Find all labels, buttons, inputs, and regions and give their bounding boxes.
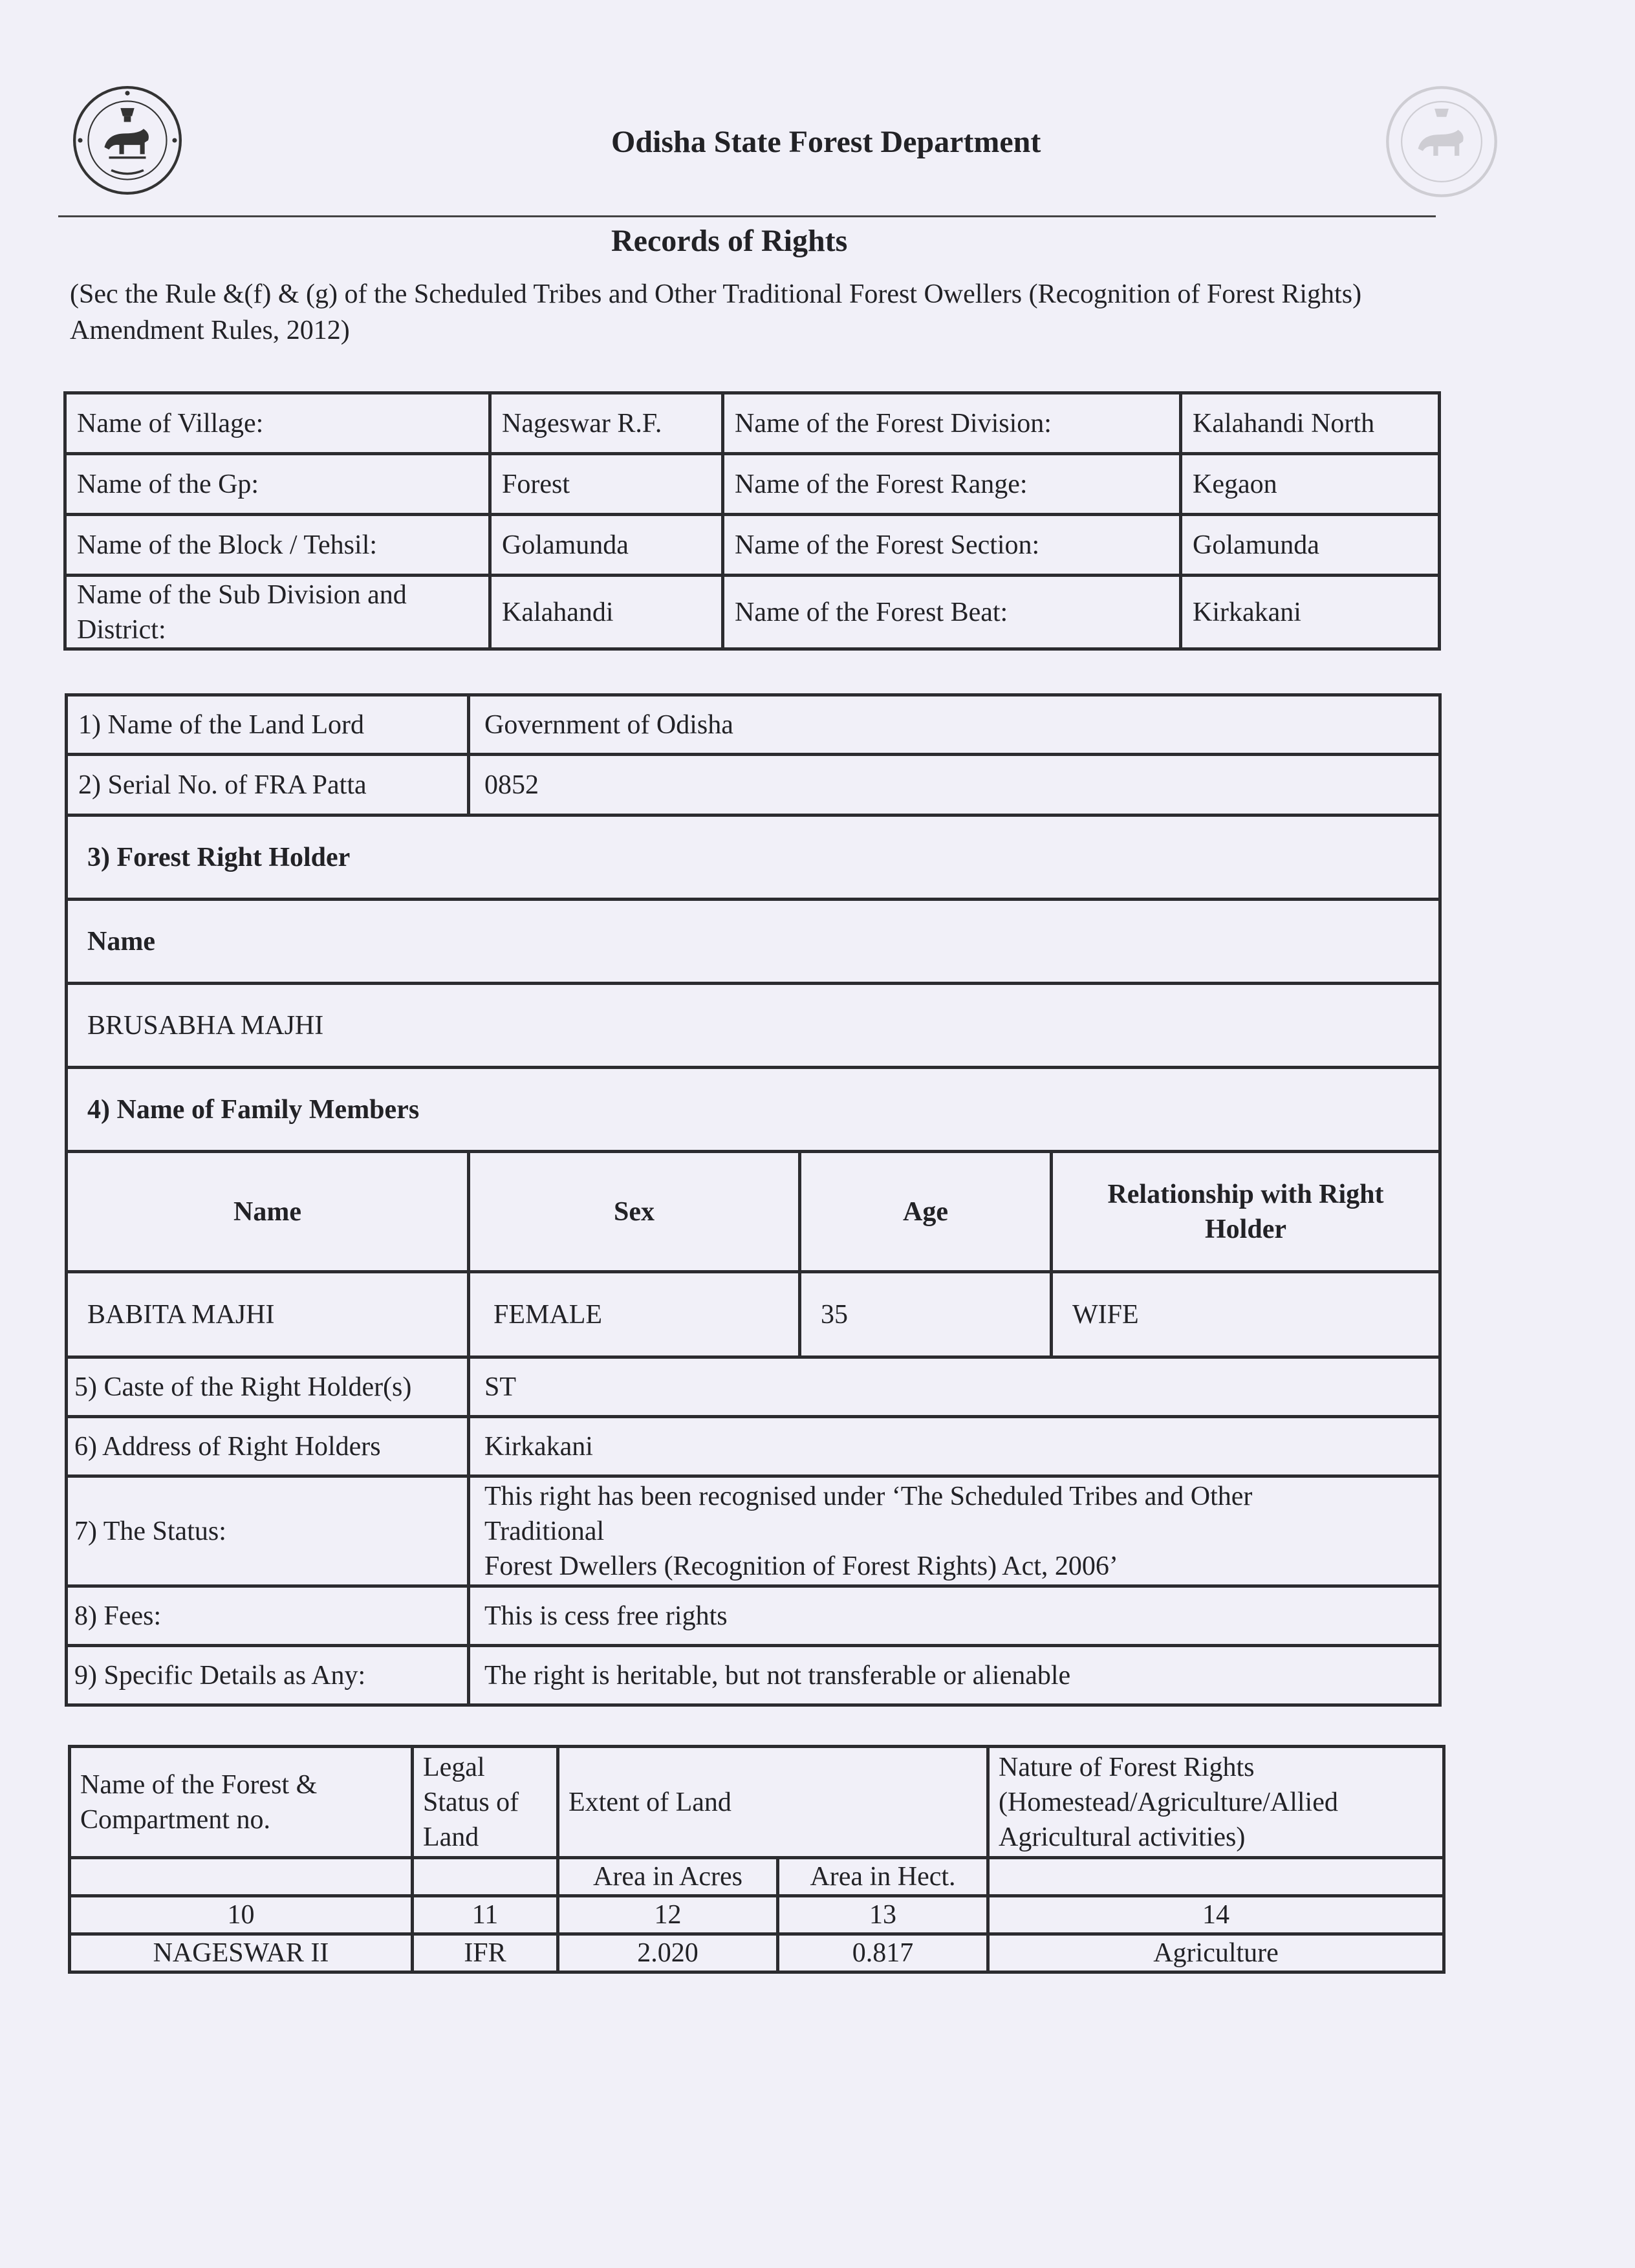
column-number: 11: [413, 1896, 558, 1934]
table-row: [67, 695, 1440, 755]
table-row: [67, 900, 1440, 984]
sub-division-value: Kalahandi: [490, 576, 723, 649]
table-row: [65, 393, 1440, 454]
family-age-header: Age: [800, 1152, 1052, 1272]
family-sex-header: Sex: [469, 1152, 800, 1272]
land-table: [68, 1745, 1446, 1974]
forest-beat-value: Kirkakani: [1181, 576, 1440, 649]
address-label: 6) Address of Right Holders: [67, 1417, 469, 1476]
odisha-emblem-icon: [70, 83, 185, 198]
legal-status-header: Legal Status of Land: [413, 1747, 558, 1858]
address-value: Kirkakani: [469, 1417, 1440, 1476]
blank-cell: [70, 1858, 413, 1896]
forest-section-label: Name of the Forest Section:: [723, 515, 1181, 576]
family-member-name: BABITA MAJHI: [67, 1272, 469, 1357]
gp-label: Name of the Gp:: [65, 454, 490, 515]
table-row: [67, 755, 1440, 815]
patta-value: 0852: [469, 755, 1440, 815]
fees-value: This is cess free rights: [469, 1586, 1440, 1646]
village-value: Nageswar R.F.: [490, 393, 723, 454]
forest-compartment-header: Name of the Forest & Compartment no.: [70, 1747, 413, 1858]
department-name: Odisha State Forest Department: [611, 125, 1041, 159]
table-row: [70, 1858, 1444, 1896]
table-row: [65, 454, 1440, 515]
area-hect-value: 0.817: [778, 1934, 988, 1972]
page-title: Records of Rights: [611, 224, 848, 258]
specific-details-label: 9) Specific Details as Any:: [67, 1646, 469, 1705]
block-label: Name of the Block / Tehsil:: [65, 515, 490, 576]
status-line-1: This right has been recognised under ‘The Scheduled Tribes and Other: [484, 1481, 1253, 1511]
table-row: [65, 576, 1440, 649]
family-member-relation: WIFE: [1052, 1272, 1440, 1357]
table-row: [67, 1417, 1440, 1476]
area-acres-header: Area in Acres: [558, 1858, 778, 1896]
fees-label: 8) Fees:: [67, 1586, 469, 1646]
forest-division-label: Name of the Forest Division:: [723, 393, 1181, 454]
forest-division-value: Kalahandi North: [1181, 393, 1440, 454]
table-row: [67, 984, 1440, 1068]
forest-section-value: Golamunda: [1181, 515, 1440, 576]
name-heading: Name: [67, 900, 1440, 984]
specific-details-value: The right is heritable, but not transferable or alienable: [469, 1646, 1440, 1705]
nature-of-rights-value: Agriculture: [988, 1934, 1444, 1972]
column-number: 10: [70, 1896, 413, 1934]
extent-of-land-header: Extent of Land: [558, 1747, 988, 1858]
table-row: [70, 1896, 1444, 1934]
column-number: 13: [778, 1896, 988, 1934]
sub-division-label: Name of the Sub Division and District:: [65, 576, 490, 649]
table-row: [67, 815, 1440, 900]
land-lord-value: Government of Odisha: [469, 695, 1440, 755]
legal-status-value: IFR: [413, 1934, 558, 1972]
forest-range-label: Name of the Forest Range:: [723, 454, 1181, 515]
right-holder-heading: 3) Forest Right Holder: [67, 815, 1440, 900]
block-value: Golamunda: [490, 515, 723, 576]
faded-emblem-icon: [1383, 83, 1500, 200]
patta-label: 2) Serial No. of FRA Patta: [67, 755, 469, 815]
caste-label: 5) Caste of the Right Holder(s): [67, 1357, 469, 1417]
status-line-2: Traditional: [484, 1516, 605, 1546]
table-row: [70, 1747, 1444, 1858]
table-row: [67, 1152, 1440, 1272]
table-row: [67, 1272, 1440, 1357]
table-row: [70, 1934, 1444, 1972]
table-row: [67, 1586, 1440, 1646]
column-number: 12: [558, 1896, 778, 1934]
status-value: [469, 1476, 1440, 1586]
table-row: [65, 515, 1440, 576]
caste-value: ST: [469, 1357, 1440, 1417]
status-label: 7) The Status:: [67, 1476, 469, 1586]
family-member-age: 35: [800, 1272, 1052, 1357]
table-row: [67, 1357, 1440, 1417]
family-members-heading: 4) Name of Family Members: [67, 1068, 1440, 1152]
table-row: [67, 1068, 1440, 1152]
gp-value: Forest: [490, 454, 723, 515]
land-lord-label: 1) Name of the Land Lord: [67, 695, 469, 755]
area-hect-header: Area in Hect.: [778, 1858, 988, 1896]
area-acres-value: 2.020: [558, 1934, 778, 1972]
nature-of-rights-header: Nature of Forest Rights (Homestead/Agriculture/Allied Agricultural activities): [988, 1747, 1444, 1858]
family-name-header: Name: [67, 1152, 469, 1272]
forest-beat-label: Name of the Forest Beat:: [723, 576, 1181, 649]
status-line-3: Forest Dwellers (Recognition of Forest Rights) Act, 2006’: [484, 1551, 1118, 1581]
table-row: [67, 1646, 1440, 1705]
column-number: 14: [988, 1896, 1444, 1934]
blank-cell: [413, 1858, 558, 1896]
rights-details-table: [65, 693, 1442, 1707]
forest-range-value: Kegaon: [1181, 454, 1440, 515]
village-label: Name of Village:: [65, 393, 490, 454]
title-divider: [58, 215, 1436, 217]
table-row: [67, 1476, 1440, 1586]
forest-name-value: NAGESWAR II: [70, 1934, 413, 1972]
family-relationship-header: Relationship with Right Holder: [1052, 1152, 1440, 1272]
family-member-sex: FEMALE: [469, 1272, 800, 1357]
blank-cell: [988, 1858, 1444, 1896]
right-holder-name: BRUSABHA MAJHI: [67, 984, 1440, 1068]
rule-reference: (Sec the Rule &(f) & (g) of the Scheduled Tribes and Other Traditional Forest Owellers (Recognition of Forest Rights) Amendment Rules, 2012): [70, 279, 1362, 345]
location-table: [63, 391, 1441, 651]
